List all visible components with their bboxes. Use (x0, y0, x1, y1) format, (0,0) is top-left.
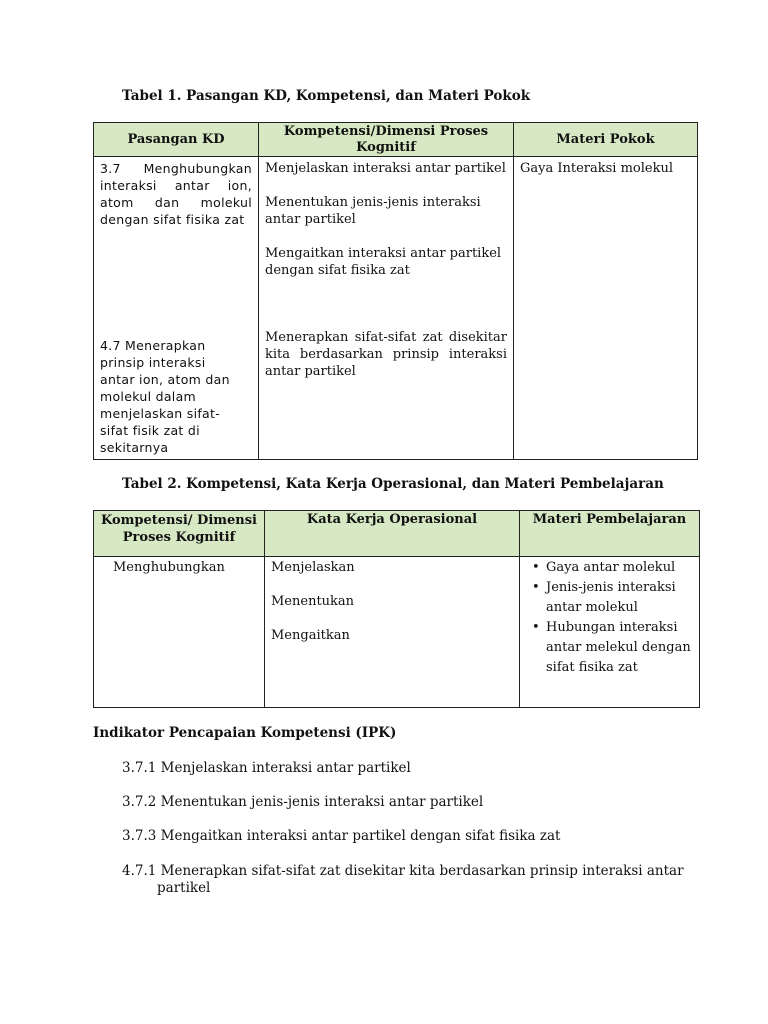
kompetensi-item: Mengaitkan interaksi antar partikel dengan sifat fisika zat (265, 246, 502, 278)
ipk-item: 3.7.2 Menentukan jenis-jenis interaksi antar partikel (122, 794, 484, 810)
table2-header-kko: Kata Kerja Operasional (265, 511, 520, 557)
table2-header-kompetensi: Kompetensi/ Dimensi Proses Kognitif (94, 511, 265, 557)
table1-header-materi: Materi Pokok (514, 123, 698, 157)
kko-item: Mengaitkan (271, 628, 350, 643)
kko-item: Menjelaskan (271, 560, 355, 575)
table2-caption: Tabel 2. Kompetensi, Kata Kerja Operasional, dan Materi Pembelajaran (122, 476, 664, 492)
table1-materi-cell (514, 157, 698, 460)
materi-list (526, 558, 697, 678)
table2-header-materi: Materi Pembelajaran (520, 511, 700, 557)
table2-kompetensi-cell (94, 557, 265, 708)
materi-list-item: • Jenis-jenis interaksi antar molekul (546, 578, 697, 618)
table1-kompetensi-cell (259, 157, 514, 460)
ipk-item-continuation: partikel (157, 880, 211, 896)
ipk-item: 3.7.1 Menjelaskan interaksi antar partikel (122, 760, 411, 776)
table2-kko-cell (265, 557, 520, 708)
table2-header-row (94, 511, 700, 557)
kko-item: Menentukan (271, 594, 355, 609)
ipk-item: 4.7.1 Menerapkan sifat-sifat zat disekitar kita berdasarkan prinsip interaksi antar (122, 863, 684, 879)
materi-pokok-text: Gaya Interaksi molekul (520, 161, 674, 176)
kompetensi-item: Menjelaskan interaksi antar partikel (265, 161, 506, 176)
kompetensi-item: Menerapkan sifat-sifat zat disekitar kita berdasarkan prinsip interaksi antar partikel (265, 330, 507, 379)
kd-37-text: 3.7 Menghubungkan interaksi antar ion, atom dan molekul dengan sifat fisika zat (100, 161, 252, 227)
table1-row (94, 157, 698, 460)
table2-kompetensi-text: Menghubungkan (113, 560, 225, 575)
table1-kd-cell (94, 157, 259, 460)
table2 (93, 510, 700, 708)
kd-47-text: 4.7 Menerapkan prinsip interaksi antar ion, atom dan molekul dalam menjelaskan sifat-sifat fisik zat di sekitarnya (100, 338, 230, 455)
table2-row (94, 557, 700, 708)
table1-header-row (94, 123, 698, 157)
table1-header-kompetensi: Kompetensi/Dimensi Proses Kognitif (259, 123, 514, 157)
ipk-item: 3.7.3 Mengaitkan interaksi antar partikel dengan sifat fisika zat (122, 828, 561, 844)
table1 (93, 122, 698, 460)
table1-caption: Tabel 1. Pasangan KD, Kompetensi, dan Materi Pokok (122, 88, 531, 104)
materi-list-item: • Hubungan interaksi antar melekul dengan sifat fisika zat (546, 618, 697, 678)
table1-header-kd: Pasangan KD (94, 123, 259, 157)
kompetensi-item: Menentukan jenis-jenis interaksi antar partikel (265, 195, 481, 227)
materi-list-item: • Gaya antar molekul (546, 558, 697, 578)
ipk-heading: Indikator Pencapaian Kompetensi (IPK) (93, 725, 397, 741)
table2-materi-cell (520, 557, 700, 708)
